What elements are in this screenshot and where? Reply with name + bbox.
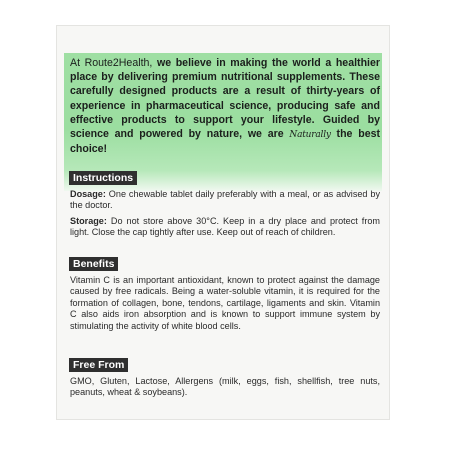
free-from-heading: Free From bbox=[69, 358, 128, 372]
dosage-label: Dosage: bbox=[70, 189, 106, 199]
storage-body: Do not store above 30°C. Keep in a dry place and protect from light. Close the cap tightly after use. Keep out of reach of children. bbox=[70, 216, 380, 238]
benefits-heading: Benefits bbox=[69, 257, 118, 271]
hero-text-body: we believe in making the world a healthier place by delivering premium nutritional supplements. These carefully designed products are a result of thirty-years of experience in pharmaceutical science, producing safe and effective products to support your lifestyle. Guided by science and powered by nature, we are bbox=[70, 57, 380, 141]
hero-text-intro: At Route2Health, bbox=[70, 57, 157, 69]
benefits-text: Vitamin C is an important antioxidant, known to protect against the damage caused by free radicals. Being a water-soluble vitamin, it is required for the formation of collagen, bone, tendons, cartilage, ligaments and skin. Vitamin C also aids iron absorption and is known to support immune system by stimulating the activity of white blood cells. bbox=[70, 275, 380, 331]
storage-label: Storage: bbox=[70, 216, 107, 226]
storage-text bbox=[70, 216, 380, 239]
dosage-body: One chewable tablet daily preferably with a meal, or as advised by the doctor. bbox=[70, 189, 380, 211]
free-from-text: GMO, Gluten, Lactose, Allergens (milk, eggs, fish, shellfish, tree nuts, peanuts, wheat & soybeans). bbox=[70, 376, 380, 398]
hero-text bbox=[70, 56, 380, 156]
signature-naturally: Naturally bbox=[289, 130, 331, 141]
instructions-heading: Instructions bbox=[69, 171, 137, 185]
hero-text-closing: the best choice! bbox=[70, 128, 381, 156]
dosage-text bbox=[70, 189, 380, 212]
